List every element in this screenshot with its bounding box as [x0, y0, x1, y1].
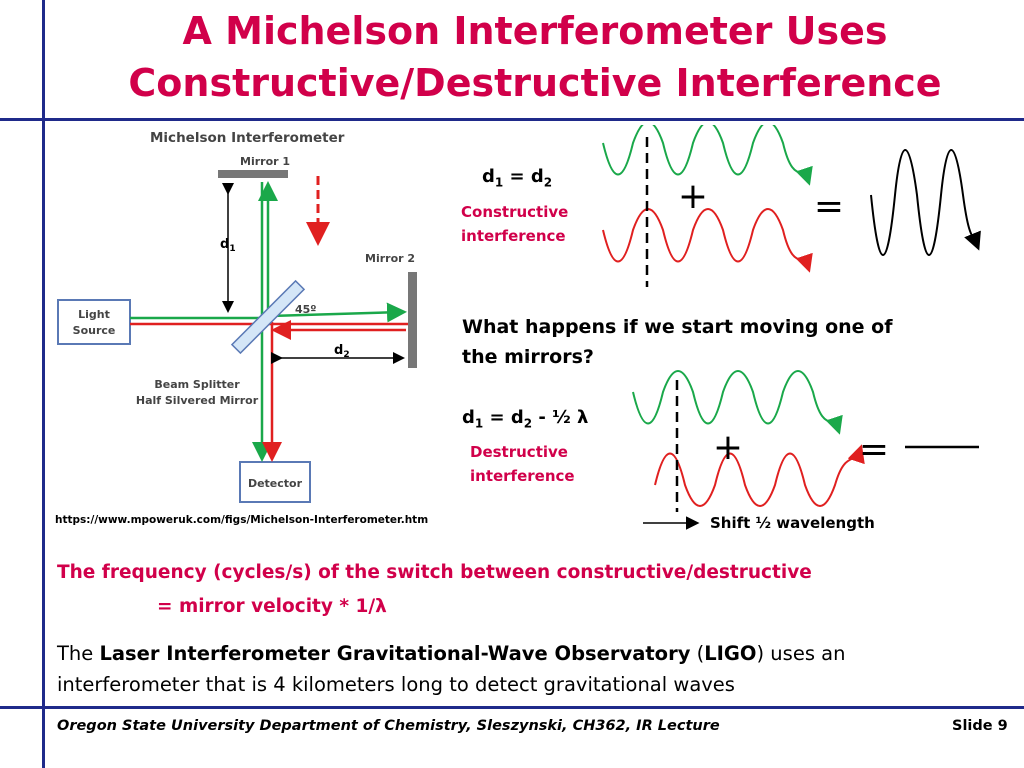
mirror1	[218, 170, 288, 178]
constructive-waves	[595, 125, 995, 290]
light-source-label-2: Source	[72, 324, 116, 337]
mirror2	[408, 272, 417, 368]
d2-label: $d_2$	[334, 343, 350, 360]
frequency-line2: = mirror velocity * 1/λ	[157, 596, 387, 617]
constructive-sum-wave	[871, 150, 977, 255]
destructive-equals: =	[858, 429, 890, 470]
destructive-label-2: interference	[470, 467, 575, 485]
ligo-line1: The Laser Interferometer Gravitational-Wave Observatory (LIGO) uses an	[57, 642, 846, 665]
constructive-label-1: Constructive	[461, 203, 569, 221]
constructive-plus: +	[677, 176, 709, 217]
ligo-line2: interferometer that is 4 kilometers long to detect gravitational waves	[57, 673, 735, 696]
footer-rule	[0, 706, 1024, 709]
slide-title-line1: A Michelson Interferometer Uses	[182, 9, 888, 53]
angle-label: 45º	[295, 303, 317, 316]
question-line2: the mirrors?	[462, 346, 594, 368]
mirror2-label: Mirror 2	[365, 252, 416, 265]
slide-title-line2: Constructive/Destructive Interference	[128, 61, 942, 105]
mirror1-label: Mirror 1	[240, 155, 291, 168]
footer-text: Oregon State University Department of Chemistry, Sleszynski, CH362, IR Lecture	[57, 718, 720, 734]
destructive-green-wave	[633, 371, 838, 429]
shift-label: Shift ½ wavelength	[710, 514, 875, 532]
destructive-label-1: Destructive	[470, 443, 568, 461]
michelson-diagram	[50, 122, 450, 512]
frequency-line1: The frequency (cycles/s) of the switch between constructive/destructive	[57, 562, 812, 583]
destructive-equation: $d_1 = d_2$ - ½ λ	[462, 407, 589, 431]
constructive-red-wave	[603, 209, 808, 267]
diagram-heading: Michelson Interferometer	[150, 130, 345, 146]
destructive-red-wave	[655, 450, 860, 506]
beam-splitter-label-1: Beam Splitter	[154, 378, 240, 391]
source-url[interactable]: https://www.mpoweruk.com/figs/Michelson-Interferometer.htm	[55, 514, 429, 526]
constructive-label-2: interference	[461, 227, 566, 245]
constructive-green-wave	[603, 125, 808, 180]
slide-number: Slide 9	[952, 718, 1008, 734]
left-rule	[42, 0, 45, 768]
green-beam-to-mirror2	[270, 312, 402, 316]
constructive-equation: $d_1 = d_2$	[482, 166, 553, 190]
destructive-plus: +	[712, 427, 744, 468]
d1-label: $d_1$	[220, 237, 236, 254]
constructive-equals: =	[813, 186, 845, 227]
question-line1: What happens if we start moving one of	[462, 316, 893, 338]
beam-splitter-label-2: Half Silvered Mirror	[135, 394, 259, 407]
detector-label: Detector	[247, 477, 303, 490]
title-rule	[0, 118, 1024, 121]
light-source-box	[58, 300, 130, 344]
light-source-label-1: Light	[78, 308, 110, 321]
